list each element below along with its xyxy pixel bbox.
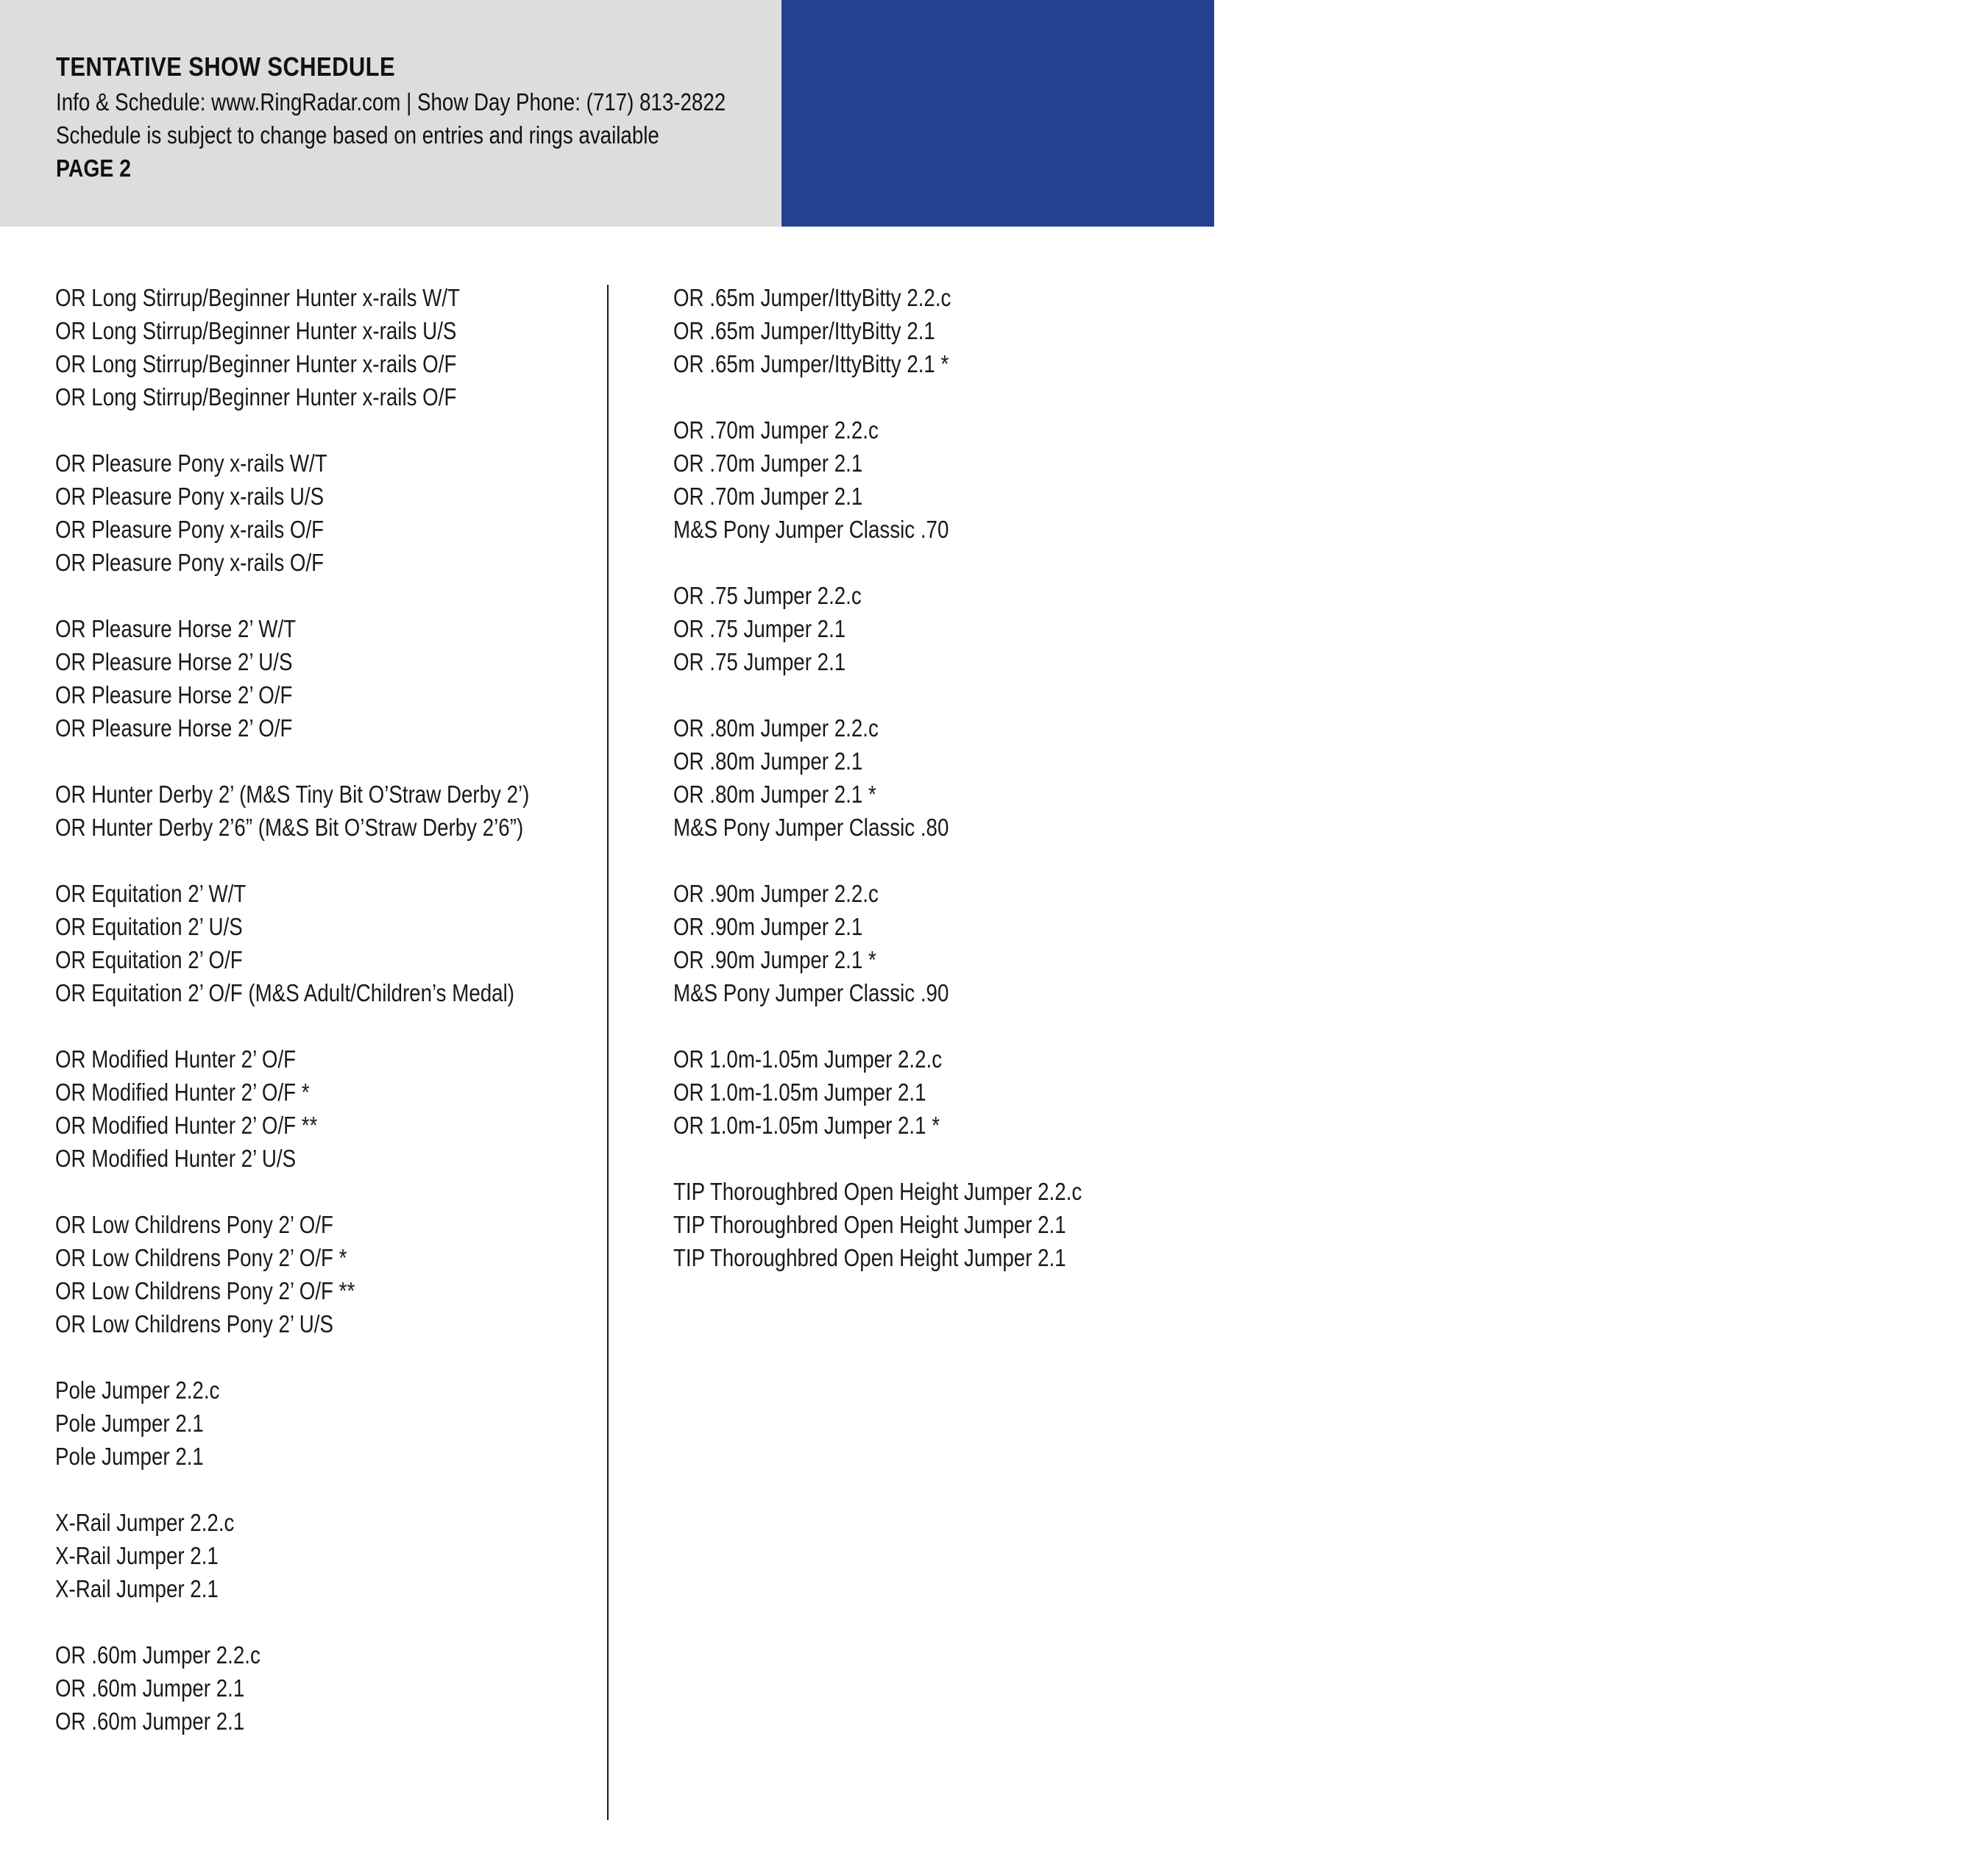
class-entry: OR Equitation 2’ U/S	[55, 913, 243, 940]
class-entry: OR Modified Hunter 2’ U/S	[55, 1145, 297, 1172]
legend-text: Second round of M&S classic	[1642, 85, 1909, 112]
class-group	[673, 711, 1160, 844]
class-entry: TIP Thoroughbred Open Height Jumper 2.1	[673, 1211, 1066, 1238]
info-line: Info & Schedule: www.RingRadar.com | Show Day Phone: (717) 813-2822	[56, 88, 726, 116]
class-group	[55, 447, 620, 579]
legend-mark: **	[1619, 85, 1635, 112]
class-entry: OR Pleasure Horse 2’ O/F	[55, 681, 293, 708]
class-entry: OR Low Childrens Pony 2’ U/S	[55, 1310, 333, 1337]
class-entry: OR 1.0m-1.05m Jumper 2.1	[673, 1079, 926, 1106]
class-entry: OR .80m Jumper 2.2.c	[673, 714, 879, 742]
class-entry: OR Modified Hunter 2’ O/F	[55, 1045, 297, 1073]
class-group	[673, 579, 1160, 678]
class-group	[673, 281, 1160, 380]
class-entry: Pole Jumper 2.1	[55, 1443, 204, 1470]
class-entry: OR Pleasure Pony x-rails W/T	[55, 450, 327, 477]
header-info-panel	[0, 0, 781, 227]
schedule-note: Schedule is subject to change based on entries and rings available	[56, 121, 659, 149]
class-entry: OR Pleasure Pony x-rails O/F	[55, 549, 325, 576]
class-entry: OR .60m Jumper 2.1	[55, 1674, 245, 1702]
class-group	[55, 1374, 620, 1473]
legend-panel	[781, 0, 1909, 227]
class-entry: OR Pleasure Horse 2’ U/S	[55, 648, 293, 675]
class-entry: Pole Jumper 2.1	[55, 1410, 204, 1437]
class-entry: M&S Pony Jumper Classic .80	[673, 814, 949, 841]
class-group	[55, 1506, 620, 1605]
schedule-column-right	[673, 281, 1160, 1307]
legend-text: First round of M&S classic	[1642, 51, 1879, 79]
class-entry: OR Hunter Derby 2’ (M&S Tiny Bit O’Straw Derby 2’)	[55, 781, 530, 808]
class-entry: OR .70m Jumper 2.2.c	[673, 416, 879, 444]
legend-row-second-round	[1619, 85, 1909, 118]
legend-mark: *	[1619, 51, 1627, 79]
legend	[1619, 51, 1964, 118]
class-entry: OR Long Stirrup/Beginner Hunter x-rails U/S	[55, 317, 457, 344]
document-title: TENTATIVE SHOW SCHEDULE	[56, 51, 396, 82]
class-entry: OR Low Childrens Pony 2’ O/F	[55, 1211, 333, 1238]
class-group	[673, 1175, 1160, 1274]
class-group	[673, 1042, 1160, 1142]
class-entry: OR Equitation 2’ W/T	[55, 880, 247, 907]
class-entry: Pole Jumper 2.2.c	[55, 1376, 220, 1404]
class-entry: OR .90m Jumper 2.1	[673, 913, 863, 940]
class-group	[673, 413, 1160, 546]
class-entry: OR Long Stirrup/Beginner Hunter x-rails O/F	[55, 383, 457, 411]
class-entry: OR 1.0m-1.05m Jumper 2.1 *	[673, 1112, 940, 1139]
class-entry: OR .70m Jumper 2.1	[673, 450, 863, 477]
class-entry: OR Long Stirrup/Beginner Hunter x-rails O/F	[55, 350, 457, 377]
class-entry: OR .75 Jumper 2.1	[673, 648, 846, 675]
class-entry: OR Hunter Derby 2’6” (M&S Bit O’Straw Derby 2’6”)	[55, 814, 524, 841]
class-entry: OR Pleasure Pony x-rails U/S	[55, 483, 325, 510]
class-entry: TIP Thoroughbred Open Height Jumper 2.2.c	[673, 1178, 1082, 1205]
class-group	[55, 778, 620, 844]
class-group	[55, 1638, 620, 1738]
class-entry: TIP Thoroughbred Open Height Jumper 2.1	[673, 1244, 1066, 1271]
class-entry: OR .65m Jumper/IttyBitty 2.1	[673, 317, 935, 344]
class-entry: OR .65m Jumper/IttyBitty 2.2.c	[673, 284, 951, 311]
class-entry: X-Rail Jumper 2.1	[55, 1575, 219, 1602]
column-divider	[607, 285, 609, 1820]
page-label: PAGE 2	[56, 154, 131, 182]
class-entry: OR Low Childrens Pony 2’ O/F *	[55, 1244, 347, 1271]
class-group	[55, 281, 620, 413]
class-entry: OR Equitation 2’ O/F	[55, 946, 243, 973]
class-entry: OR .80m Jumper 2.1	[673, 747, 863, 775]
class-entry: OR Equitation 2’ O/F (M&S Adult/Children’s Medal)	[55, 979, 514, 1006]
class-entry: M&S Pony Jumper Classic .70	[673, 516, 949, 543]
class-entry: OR Pleasure Pony x-rails O/F	[55, 516, 325, 543]
class-entry: OR Modified Hunter 2’ O/F *	[55, 1079, 310, 1106]
class-entry: OR .75 Jumper 2.2.c	[673, 582, 862, 609]
schedule-column-left	[55, 281, 620, 1771]
class-entry: OR .80m Jumper 2.1 *	[673, 781, 876, 808]
class-group	[673, 877, 1160, 1009]
class-entry: OR .70m Jumper 2.1	[673, 483, 863, 510]
class-entry: OR .60m Jumper 2.2.c	[55, 1641, 260, 1669]
class-entry: OR Pleasure Horse 2’ W/T	[55, 615, 297, 642]
class-entry: OR .60m Jumper 2.1	[55, 1708, 245, 1735]
class-group	[55, 877, 620, 1009]
class-entry: OR Pleasure Horse 2’ O/F	[55, 714, 293, 742]
class-group	[55, 1208, 620, 1340]
class-entry: X-Rail Jumper 2.2.c	[55, 1509, 235, 1536]
class-entry: OR .65m Jumper/IttyBitty 2.1 *	[673, 350, 949, 377]
class-entry: M&S Pony Jumper Classic .90	[673, 979, 949, 1006]
class-entry: OR Long Stirrup/Beginner Hunter x-rails W/T	[55, 284, 460, 311]
class-entry: X-Rail Jumper 2.1	[55, 1542, 219, 1569]
class-entry: OR Low Childrens Pony 2’ O/F **	[55, 1277, 355, 1304]
class-entry: OR Modified Hunter 2’ O/F **	[55, 1112, 318, 1139]
class-entry: OR .90m Jumper 2.1 *	[673, 946, 876, 973]
class-entry: OR .75 Jumper 2.1	[673, 615, 846, 642]
legend-row-first-round	[1619, 51, 1909, 85]
class-group	[55, 612, 620, 745]
class-group	[55, 1042, 620, 1175]
class-entry: OR .90m Jumper 2.2.c	[673, 880, 879, 907]
class-entry: OR 1.0m-1.05m Jumper 2.2.c	[673, 1045, 943, 1073]
